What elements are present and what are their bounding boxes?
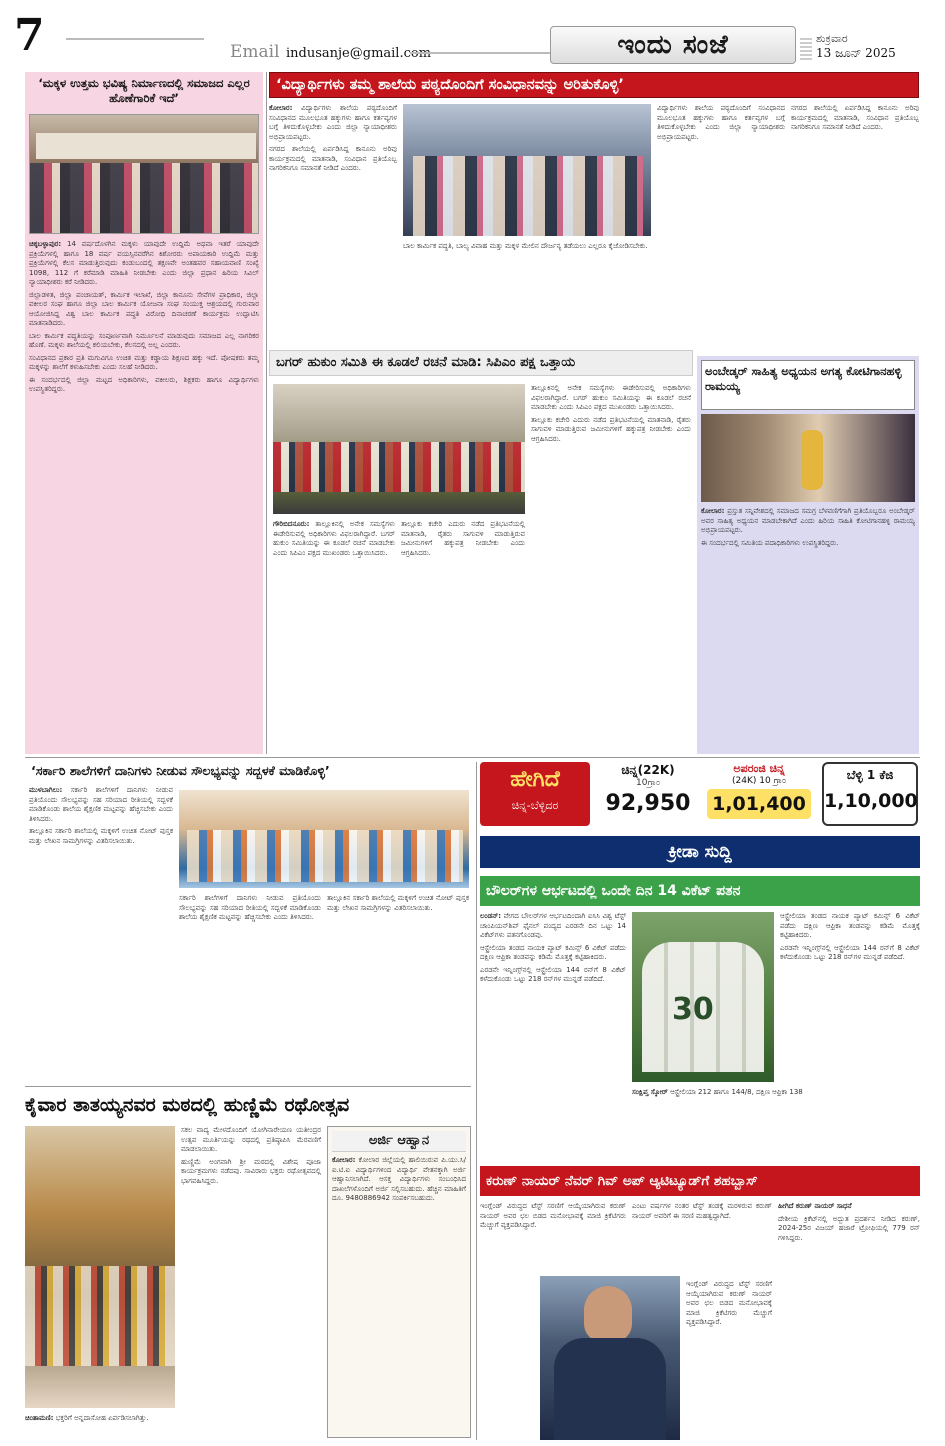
story5-para-1-cont: ಸರ್ಕಾರಿ ಶಾಲೆಗಳಿಗೆ ದಾನಿಗಳು ನೀಡುವ ಪ್ರತಿಯೊಂದು ಸೌಲಭ್ಯವನ್ನು ಸಹ ಸರಿಯಾದ ರೀತಿಯಲ್ಲಿ ಸದ್ಬಳಕೆ ಮಾಡಿಕೊಂಡು ಶಾಲೆಯ ಶೈಕ್ಷಣಿಕ ಮಟ್ಟವನ್ನು ಹೆಚ್ಚಿಸಬೇಕು ಎಂದು ತಿಳಿಸಿದರು. — [179, 894, 321, 921]
notice-body — [332, 1156, 466, 1432]
sports-para-3-cont: ಎರಡನೇ ಇನ್ನಿಂಗ್ಸ್‌ನಲ್ಲಿ ಆಸ್ಟ್ರೇಲಿಯಾ 144 ರನ್‌ಗೆ 8 ವಿಕೆಟ್ ಕಳೆದುಕೊಂಡು ಒಟ್ಟು 218 ರನ್‌ಗಳ ಮುನ್ನಡೆ ಪಡೆದಿದೆ. — [780, 943, 920, 961]
sports-dateline: ಲಂಡನ್: — [480, 912, 502, 920]
notice-dateline: ಕೋಲಾರ: — [332, 1156, 356, 1164]
protest-photo — [273, 384, 525, 514]
story4-headline: ಅಂಬೇಡ್ಕರ್ ಸಾಹಿತ್ಯ ಅಧ್ಯಯನ ಅಗತ್ಯ ಕೋಟಿಗಾನಹಳ್ಳಿ ರಾಮಯ್ಯ — [705, 364, 902, 393]
story2-col-3 — [657, 104, 785, 342]
sports-para-2: ಆಸ್ಟ್ರೇಲಿಯಾ ತಂಡದ ನಾಯಕ ಪ್ಯಾಟ್ ಕಮಿನ್ಸ್ 6 ವಿಕೆಟ್ ಪಡೆದು ದಕ್ಷಿಣ ಆಫ್ರಿಕಾ ತಂಡವನ್ನು ಕಡಿಮೆ ಮೊತ್ತಕ್ಕೆ ಕಟ್ಟಿಹಾಕಿದರು. — [480, 943, 626, 961]
story4-para-1: ಪ್ರಸ್ತುತ ಸನ್ನಿವೇಶದಲ್ಲಿ ಸಮಾಜದ ಸಮಗ್ರ ಬೆಳವಣಿಗೆಗಾಗಿ ಪ್ರತಿಯೊಬ್ಬರೂ ಅಂಬೇಡ್ಕರ್ ಅವರ ಸಾಹಿತ್ಯ ಅಧ್ಯಯನ ಮಾಡಬೇಕಾಗಿದೆ ಎಂದು ಹಿರಿಯ ಸಾಹಿತಿ ಕೋಟಿಗಾನಹಳ್ಳಿ ರಾಮಯ್ಯ ಅಭಿಪ್ರಾಯಪಟ್ಟರು. — [701, 507, 915, 534]
story1-para-4: ಸಂವಿಧಾನದ ಪ್ರಕಾರ ಪ್ರತಿ ಮಗುವಿಗೂ ಉಚಿತ ಮತ್ತು ಕಡ್ಡಾಯ ಶಿಕ್ಷಣದ ಹಕ್ಕು ಇದೆ. ಪೋಷಕರು ತಮ್ಮ ಮಕ್ಕಳನ್ನು ಶಾಲೆಗೆ ಕಳುಹಿಸಬೇಕು ಎಂದು ಸಲಹೆ ನೀಡಿದರು. — [29, 353, 259, 371]
story7-col-3 — [778, 1202, 920, 1440]
story2-col-4 — [791, 104, 919, 342]
story7-sidebar-title: ಹೀಗಿದೆ ಕರುಣ್ ನಾಯರ್ ಸಾಧನೆ — [778, 1202, 852, 1210]
story4-para-2: ಈ ಸಂದರ್ಭದಲ್ಲಿ ಸಮಿತಿಯ ಪದಾಧಿಕಾರಿಗಳು ಉಪಸ್ಥಿತರಿದ್ದರು. — [701, 538, 839, 547]
gold24-price: 1,01,400 — [707, 789, 811, 819]
silver-label: ಬೆಳ್ಳಿ 1 ಕೆಜಿ — [846, 768, 894, 782]
story1-para-3: ಬಾಲ ಕಾರ್ಮಿಕ ಪದ್ಧತಿಯನ್ನು ಸಂಪೂರ್ಣವಾಗಿ ನಿರ್ಮೂಲನೆ ಮಾಡುವುದು ಸಮಾಜದ ಎಲ್ಲ ನಾಗರಿಕರ ಹೊಣೆ. ಮಕ್ಕಳು ಶಾಲೆಯಲ್ಲಿ ಕಲಿಯಬೇಕು, ಕೆಲಸದಲ್ಲಿ ಅಲ್ಲ ಎಂದರು. — [29, 331, 259, 349]
sports-col-3 — [780, 912, 920, 1082]
story-bagar-hukum — [269, 350, 693, 754]
award-ceremony-photo — [29, 114, 259, 234]
sports-para-1: ವೇಗದ ಬೌಲರ್‌ಗಳ ಆರ್ಭಟದಿಂದಾಗಿ ಐಸಿಸಿ ವಿಶ್ವ ಟೆಸ್ಟ್ ಚಾಂಪಿಯನ್‌ಶಿಪ್ ಫೈನಲ್ ಪಂದ್ಯದ ಎರಡನೇ ದಿನ ಒಟ್ಟು 14 ವಿಕೆಟ್‌ಗಳು ಪತನಗೊಂಡವು. — [480, 912, 626, 939]
sports-col-1 — [480, 912, 626, 1158]
story2-dateline: ಕೋಲಾರ: — [269, 104, 293, 112]
story5-para-2: ತಾಲ್ಲೂಕಿನ ಸರ್ಕಾರಿ ಶಾಲೆಯಲ್ಲಿ ಮಕ್ಕಳಿಗೆ ಉಚಿತ ನೋಟ್ ಪುಸ್ತಕ ಮತ್ತು ಲೇಖನ ಸಾಮಗ್ರಿಗಳನ್ನು ವಿತರಿಸಲಾಯಿತು. — [29, 827, 173, 845]
story5-col-2 — [179, 894, 321, 1084]
karun-nair-photo — [540, 1276, 680, 1440]
horizontal-rule-lower — [25, 1086, 471, 1087]
story3-headline: ಬಗರ್ ಹುಕುಂ ಸಮಿತಿ ಈ ಕೂಡಲೆ ರಚನೆ ಮಾಡಿ: ಸಿಪಿಎಂ ಪಕ್ಷ ಒತ್ತಾಯ — [276, 355, 576, 370]
story1-para-5: ಈ ಸಂದರ್ಭದಲ್ಲಿ ಜಿಲ್ಲಾ ಮಟ್ಟದ ಅಧಿಕಾರಿಗಳು, ವಕೀಲರು, ಶಿಕ್ಷಕರು ಹಾಗೂ ವಿದ್ಯಾರ್ಥಿಗಳು ಉಪಸ್ಥಿತರಿದ್ದರು. — [29, 375, 259, 393]
email-icon — [66, 38, 204, 50]
sports-para-3: ಎರಡನೇ ಇನ್ನಿಂಗ್ಸ್‌ನಲ್ಲಿ ಆಸ್ಟ್ರೇಲಿಯಾ 144 ರನ್‌ಗೆ 8 ವಿಕೆಟ್ ಕಳೆದುಕೊಂಡು ಒಟ್ಟು 218 ರನ್‌ಗಳ ಮುನ್ನಡೆ ಪಡೆದಿದೆ. — [480, 965, 626, 983]
story5-para-2-cont: ತಾಲ್ಲೂಕಿನ ಸರ್ಕಾರಿ ಶಾಲೆಯಲ್ಲಿ ಮಕ್ಕಳಿಗೆ ಉಚಿತ ನೋಟ್ ಪುಸ್ತಕ ಮತ್ತು ಲೇಖನ ಸಾಮಗ್ರಿಗಳನ್ನು ವಿತರಿಸಲಾಯಿತು. — [327, 894, 469, 912]
horizontal-rule-mid — [25, 757, 920, 758]
silver-price: 1,10,000 — [824, 790, 918, 812]
story2-para-2-cont: ನಗರದ ಶಾಲೆಯಲ್ಲಿ ಏರ್ಪಡಿಸಿದ್ದ ಕಾನೂನು ಅರಿವು ಕಾರ್ಯಕ್ರಮದಲ್ಲಿ ಮಾತನಾಡಿ, ಸಂವಿಧಾನ ಪ್ರತಿಯೊಬ್ಬ ನಾಗರಿಕನಿಗೂ ಸಮಾನತೆ ನೀಡಿದೆ ಎಂದರು. — [791, 104, 919, 131]
story7-col-2 — [632, 1202, 772, 1274]
story3-para-2-cont: ತಾಲ್ಲೂಕು ಕಚೇರಿ ಎದುರು ನಡೆದ ಪ್ರತಿಭಟನೆಯಲ್ಲಿ ಮಾತನಾಡಿ, ರೈತರು ಸಾಗುವಳಿ ಮಾಡುತ್ತಿರುವ ಜಮೀನುಗಳಿಗೆ ಹಕ್ಕುಪತ್ರ ನೀಡಬೇಕು ಎಂದು ಆಗ್ರಹಿಸಿದರು. — [531, 415, 691, 443]
sports-section-title-bar — [480, 836, 920, 868]
gold24-box — [704, 762, 814, 826]
gold-rates-title-sub: ಚಿನ್ನ-ಬೆಳ್ಳಿದರ — [511, 799, 559, 812]
gold22-unit: 10ಗ್ರಾಂ — [636, 778, 660, 788]
story2-para-1-cont: ವಿದ್ಯಾರ್ಥಿಗಳು ಶಾಲೆಯ ಪಠ್ಯದೊಂದಿಗೆ ಸಂವಿಧಾನದ ಮೂಲಭೂತ ಹಕ್ಕುಗಳು ಹಾಗೂ ಕರ್ತವ್ಯಗಳ ಬಗ್ಗೆ ತಿಳಿದುಕೊಳ್ಳಬೇಕು ಎಂದು ಜಿಲ್ಲಾ ನ್ಯಾಯಾಧೀಶರು ಅಭಿಪ್ರಾಯಪಟ್ಟರು. — [657, 104, 785, 141]
story3-col-1 — [273, 520, 395, 752]
story-child-future — [25, 72, 263, 754]
story7-para-3: ಎಂಟು ವರ್ಷಗಳ ನಂತರ ಟೆಸ್ಟ್ ತಂಡಕ್ಕೆ ಮರಳಿರುವ ಕರುಣ್ ನಾಯರ್ ಅವರಿಗೆ ಈ ಸರಣಿ ಮಹತ್ವದ್ದಾಗಿದೆ. — [632, 1202, 772, 1220]
story7-para-1-cont: ಇಂಗ್ಲೆಂಡ್ ವಿರುದ್ಧದ ಟೆಸ್ಟ್ ಸರಣಿಗೆ ಆಯ್ಕೆಯಾಗಿರುವ ಕರುಣ್ ನಾಯರ್ ಅವರ ಛಲ ಬಿಡದ ಮನೋಭಾವಕ್ಕೆ ಮಾಜಿ ಕ್ರಿಕೆಟಿಗರು ಮೆಚ್ಚುಗೆ ವ್ಯಕ್ತಪಡಿಸಿದ್ದಾರೆ. — [686, 1280, 772, 1326]
story1-para-1: 14 ವರ್ಷದೊಳಗಿನ ಮಕ್ಕಳು ಯಾವುದೇ ಉದ್ದಿಮೆ ಅಥವಾ ಇತರೆ ಯಾವುದೇ ಪ್ರಕ್ರಿಯೆಗಳಲ್ಲಿ ಹಾಗೂ 18 ವರ್ಷ ವಯಸ್ಸಿನವರೆಗಿನ ಕಿಶೋರರು ಅಪಾಯಕಾರಿ ಉದ್ದಿಮೆ ಮತ್ತು ಪ್ರಕ್ರಿಯೆಗಳಲ್ಲಿ ಕೆಲಸ ಮಾಡುತ್ತಿರುವುದು ಕಂಡುಬಂದಲ್ಲಿ ತಕ್ಷಣವೇ ಅಂತಹವರ ಸಹಾಯವಾಣಿ ಸಂಖ್ಯೆ 1098, 112 ಗೆ ಕರೆಮಾಡಿ ಮಾಹಿತಿ ನೀಡಬೇಕು ಎಂದು ಜಿಲ್ಲಾ ಪ್ರಧಾನ ಹಿರಿಯ ಸಿವಿಲ್ ನ್ಯಾಯಾಧೀಶರು ಕರೆ ನೀಡಿದರು. — [29, 240, 259, 286]
issue-date: 13 ಜೂನ್ 2025 — [816, 46, 896, 60]
story6-body — [25, 1414, 175, 1440]
chariot-festival-photo — [25, 1126, 175, 1408]
gold22-label: ಚಿನ್ನ(22K) — [621, 763, 675, 777]
story-ambedkar — [697, 356, 919, 754]
story2-para-3: ಬಾಲ ಕಾರ್ಮಿಕ ಪದ್ಧತಿ, ಬಾಲ್ಯ ವಿವಾಹ ಮತ್ತು ಮಕ್ಕಳ ಮೇಲಿನ ದೌರ್ಜನ್ಯ ತಡೆಯಲು ಎಲ್ಲರೂ ಕೈಜೋಡಿಸಬೇಕು. — [403, 242, 648, 250]
gold22-box — [596, 762, 700, 826]
story-karun-nair — [480, 1166, 920, 1440]
story5-col-1 — [29, 786, 173, 1084]
story7-para-1: ಇಂಗ್ಲೆಂಡ್ ವಿರುದ್ಧದ ಟೆಸ್ಟ್ ಸರಣಿಗೆ ಆಯ್ಕೆಯಾಗಿರುವ ಕರುಣ್ ನಾಯರ್ ಅವರ ಛಲ ಬಿಡದ ಮನೋಭಾವಕ್ಕೆ ಮಾಜಿ ಕ್ರಿಕೆಟಿಗರು ಮೆಚ್ಚುಗೆ ವ್ಯಕ್ತಪಡಿಸಿದ್ದಾರೆ. — [480, 1202, 626, 1229]
column-rule-center — [476, 762, 477, 1440]
story4-body — [701, 507, 915, 747]
story6-para-3: ಭಕ್ತರಿಗೆ ಅನ್ನದಾಸೋಹ ಏರ್ಪಡಿಸಲಾಗಿತ್ತು. — [55, 1414, 149, 1422]
email-address[interactable]: indusanje@gmail.com — [286, 46, 432, 61]
story5-headline: ‘ಸರ್ಕಾರಿ ಶಾಲೆಗಳಿಗೆ ದಾನಿಗಳು ನೀಡುವ ಸೌಲಭ್ಯವನ್ನು ಸದ್ಬಳಕೆ ಮಾಡಿಕೊಳ್ಳಿ’ — [31, 763, 330, 778]
sports-headline-bar — [480, 876, 920, 906]
story-kaiwara — [25, 1090, 471, 1440]
silver-box — [822, 762, 918, 826]
story-constitution — [269, 72, 919, 344]
story1-headline: ‘ಮಕ್ಕಳ ಉತ್ತಮ ಭವಿಷ್ಯ ನಿರ್ಮಾಣದಲ್ಲಿ ಸಮಾಜದ ಎಲ್ಲರ ಹೊಣೆಗಾರಿಕೆ ಇದೆ’ — [38, 76, 250, 105]
sports-scoreboard-label: ಸಂಕ್ಷಿಪ್ತ ಸ್ಕೋರ್ — [632, 1088, 668, 1096]
gold24-unit: (24K) 10 ಗ್ರಾಂ — [732, 776, 786, 786]
gold22-price: 92,950 — [605, 791, 691, 816]
cricket-players-photo: 30 — [632, 912, 774, 1082]
story1-para-2: ಜಿಲ್ಲಾಡಳಿತ, ಜಿಲ್ಲಾ ಪಂಚಾಯತ್, ಕಾರ್ಮಿಕ ಇಲಾಖೆ, ಜಿಲ್ಲಾ ಕಾನೂನು ಸೇವೆಗಳ ಪ್ರಾಧಿಕಾರ, ಜಿಲ್ಲಾ ವಕೀಲರ ಸಂಘ ಹಾಗೂ ಜಿಲ್ಲಾ ಬಾಲ ಕಾರ್ಮಿಕ ಯೋಜನಾ ಸಂಘ ಸಂಯುಕ್ತ ಆಶ್ರಯದಲ್ಲಿ ಗುರುವಾರ ಆಯೋಜಿಸಿದ್ದ ವಿಶ್ವ ಬಾಲ ಕಾರ್ಮಿಕ ಪದ್ಧತಿ ವಿರೋಧಿ ದಿನಾಚರಣೆ ಕಾರ್ಯಕ್ರಮ ಉದ್ಘಾಟಿಸಿ ಮಾತನಾಡಿದರು. — [29, 290, 259, 327]
story6-col-2 — [181, 1126, 321, 1438]
story4-headline-bar — [701, 360, 915, 410]
email-label: Email — [230, 42, 280, 62]
gold24-label: ಅಪರಂಜಿ ಚಿನ್ನ — [733, 762, 785, 775]
story2-col-1 — [269, 104, 397, 342]
masthead — [0, 0, 945, 70]
students-books-photo — [179, 790, 469, 888]
story3-col-3 — [531, 384, 691, 752]
story2-headline: ‘ವಿದ್ಯಾರ್ಥಿಗಳು ತಮ್ಮ ಶಾಲೆಯ ಪಠ್ಯದೊಂದಿಗೆ ಸಂವಿಧಾನವನ್ನು ಅರಿತುಕೊಳ್ಳಿ’ — [276, 77, 624, 93]
sports-headline: ಬೌಲರ್‌ಗಳ ಆರ್ಭಟದಲ್ಲಿ ಒಂದೇ ದಿನ 14 ವಿಕೆಟ್ ಪತನ — [486, 883, 741, 899]
gold-rates-title — [480, 762, 590, 826]
gold-rates-title-main: ಹೇಗಿದೆ — [510, 767, 560, 792]
page-number: 7 — [14, 10, 45, 61]
story4-dateline: ಕೋಲಾರ: — [701, 507, 725, 515]
story-donors — [25, 762, 471, 1084]
ambedkar-event-photo — [701, 414, 915, 502]
story5-dateline: ಮುಳಬಾಗಿಲು: — [29, 786, 63, 794]
story6-dateline: ಚಿಂತಾಮಣಿ: — [25, 1414, 54, 1422]
issue-day: ಶುಕ್ರವಾರ — [816, 32, 848, 45]
story7-col-1 — [480, 1202, 626, 1282]
paper-logo — [550, 26, 796, 64]
story1-body — [29, 240, 259, 750]
story3-para-1: ತಾಲ್ಲೂಕಿನಲ್ಲಿ ಅನೇಕ ಸಮಸ್ಯೆಗಳು ಈಡೇರಿಸುವಲ್ಲಿ ಅಧಿಕಾರಿಗಳು ವಿಫಲರಾಗಿದ್ದಾರೆ. ಬಗರ್ ಹುಕುಂ ಸಮಿತಿಯನ್ನು ಈ ಕೂಡಲೆ ರಚನೆ ಮಾಡಬೇಕು ಎಂದು ಸಿಪಿಎಂ ಪಕ್ಷದ ಮುಖಂಡರು ಒತ್ತಾಯಿಸಿದರು. — [273, 520, 395, 557]
story7-headline: ಕರುಣ್ ನಾಯರ್ ನೆವರ್ ಗಿವ್ ಅಪ್ ಆ್ಯಟಿಟ್ಯೂಡ್‌ಗೆ ಶಹಬ್ಬಾಸ್ — [486, 1173, 758, 1189]
story2-headline-bar — [269, 72, 919, 98]
sports-section — [480, 836, 920, 1160]
gold-rates-strip — [480, 762, 920, 826]
sports-section-title: ಕ್ರೀಡಾ ಸುದ್ದಿ — [668, 842, 732, 862]
story7-col-2b — [686, 1280, 772, 1440]
story5-para-1: ಸರ್ಕಾರಿ ಶಾಲೆಗಳಿಗೆ ದಾನಿಗಳು ನೀಡುವ ಪ್ರತಿಯೊಂದು ಸೌಲಭ್ಯವನ್ನು ಸಹ ಸರಿಯಾದ ರೀತಿಯಲ್ಲಿ ಸದ್ಬಳಕೆ ಮಾಡಿಕೊಂಡು ಶಾಲೆಯ ಶೈಕ್ಷಣಿಕ ಮಟ್ಟವನ್ನು ಹೆಚ್ಚಿಸಬೇಕು ಎಂದು ತಿಳಿಸಿದರು. — [29, 786, 173, 823]
paper-name: ಇಂದು ಸಂಜೆ — [617, 30, 729, 60]
story1-dateline: ಚಿಕ್ಕಬಳ್ಳಾಪುರ: — [29, 240, 62, 248]
story3-col-2 — [401, 520, 525, 752]
school-event-photo — [403, 104, 651, 236]
story3-dateline: ಗೌರಿಬಿದನೂರು: — [273, 520, 310, 528]
story5-col-3 — [327, 894, 469, 1084]
story7-para-2: ದೇಶೀಯ ಕ್ರಿಕೆಟ್‌ನಲ್ಲಿ ಅದ್ಭುತ ಪ್ರದರ್ಶನ ನೀಡಿದ ಕರುಣ್, 2024-25ರ ವಿಜಯ್ ಹಜಾರೆ ಟ್ರೋಫಿಯಲ್ಲಿ 779 ರನ್ ಗಳಿಸಿದ್ದರು. — [778, 1214, 920, 1242]
notice-text: ಕೋಲಾರ ಜಿಲ್ಲೆಯಲ್ಲಿ ಹಾಲಿಯಿರುವ ಪಿ.ಯು.ಸಿ/ಐ.ಟಿ.ಐ ವಿದ್ಯಾರ್ಥಿಗಳಿಂದ ವಿದ್ಯಾರ್ಥಿ ವೇತನಕ್ಕಾಗಿ ಅರ್ಜಿ ಆಹ್ವಾನಿಸಲಾಗಿದೆ. ಆಸಕ್ತ ವಿದ್ಯಾರ್ಥಿಗಳು ಸಂಬಂಧಿಸಿದ ದಾಖಲೆಗಳೊಂದಿಗೆ ಅರ್ಜಿ ಸಲ್ಲಿಸಬಹುದು. ಹೆಚ್ಚಿನ ಮಾಹಿತಿಗೆ ದೂ. 9480886942 ಸಂಪರ್ಕಿಸಬಹುದು. — [332, 1156, 466, 1202]
masthead-date-rule — [800, 38, 812, 60]
story2-para-1: ವಿದ್ಯಾರ್ಥಿಗಳು ಶಾಲೆಯ ಪಠ್ಯದೊಂದಿಗೆ ಸಂವಿಧಾನದ ಮೂಲಭೂತ ಹಕ್ಕುಗಳು ಹಾಗೂ ಕರ್ತವ್ಯಗಳ ಬಗ್ಗೆ ತಿಳಿದುಕೊಳ್ಳಬೇಕು ಎಂದು ಜಿಲ್ಲಾ ನ್ಯಾಯಾಧೀಶರು ಅಭಿಪ್ರಾಯಪಟ್ಟರು. — [269, 104, 397, 141]
sports-score: ಆಸ್ಟ್ರೇಲಿಯಾ 212 ಹಾಗೂ 144/8, ದಕ್ಷಿಣ ಆಫ್ರಿಕಾ 138 — [670, 1088, 803, 1096]
sports-col-2 — [632, 1088, 920, 1158]
story2-para-2: ನಗರದ ಶಾಲೆಯಲ್ಲಿ ಏರ್ಪಡಿಸಿದ್ದ ಕಾನೂನು ಅರಿವು ಕಾರ್ಯಕ್ರಮದಲ್ಲಿ ಮಾತನಾಡಿ, ಸಂವಿಧಾನ ಪ್ರತಿಯೊಬ್ಬ ನಾಗರಿಕನಿಗೂ ಸಮಾನತೆ ನೀಡಿದೆ ಎಂದರು. — [269, 145, 397, 172]
story6-para-1: ಸಕಲ ವಾದ್ಯ ಮೇಳದೊಂದಿಗೆ ಯೋಗಿನಾರೇಯಣ ಯತೀಂದ್ರರ ಉತ್ಸವ ಮೂರ್ತಿಯನ್ನು ರಥದಲ್ಲಿ ಪ್ರತಿಷ್ಠಾಪಿಸಿ ಮೆರವಣಿಗೆ ಮಾಡಲಾಯಿತು. — [181, 1126, 321, 1153]
story3-para-2: ತಾಲ್ಲೂಕು ಕಚೇರಿ ಎದುರು ನಡೆದ ಪ್ರತಿಭಟನೆಯಲ್ಲಿ ಮಾತನಾಡಿ, ರೈತರು ಸಾಗುವಳಿ ಮಾಡುತ್ತಿರುವ ಜಮೀನುಗಳಿಗೆ ಹಕ್ಕುಪತ್ರ ನೀಡಬೇಕು ಎಂದು ಆಗ್ರಹಿಸಿದರು. — [401, 520, 525, 557]
sports-para-2-cont: ಆಸ್ಟ್ರೇಲಿಯಾ ತಂಡದ ನಾಯಕ ಪ್ಯಾಟ್ ಕಮಿನ್ಸ್ 6 ವಿಕೆಟ್ ಪಡೆದು ದಕ್ಷಿಣ ಆಫ್ರಿಕಾ ತಂಡವನ್ನು ಕಡಿಮೆ ಮೊತ್ತಕ್ಕೆ ಕಟ್ಟಿಹಾಕಿದರು. — [780, 912, 920, 939]
story3-para-1-cont: ತಾಲ್ಲೂಕಿನಲ್ಲಿ ಅನೇಕ ಸಮಸ್ಯೆಗಳು ಈಡೇರಿಸುವಲ್ಲಿ ಅಧಿಕಾರಿಗಳು ವಿಫಲರಾಗಿದ್ದಾರೆ. ಬಗರ್ ಹುಕುಂ ಸಮಿತಿಯನ್ನು ಈ ಕೂಡಲೆ ರಚನೆ ಮಾಡಬೇಕು ಎಂದು ಸಿಪಿಎಂ ಪಕ್ಷದ ಮುಖಂಡರು ಒತ್ತಾಯಿಸಿದರು. — [531, 384, 691, 411]
notice-box — [327, 1126, 471, 1438]
story3-headline-bar — [269, 350, 693, 376]
story6-para-2: ಹುಣ್ಣಿಮೆ ಅಂಗವಾಗಿ ಶ್ರೀ ಮಠದಲ್ಲಿ ವಿಶೇಷ ಪೂಜಾ ಕಾರ್ಯಕ್ರಮಗಳು ನಡೆದವು. ಸಾವಿರಾರು ಭಕ್ತರು ರಥೋತ್ಸವದಲ್ಲಿ ಭಾಗವಹಿಸಿದ್ದರು. — [181, 1157, 321, 1185]
story2-col-2 — [403, 242, 651, 342]
story6-headline: ಕೈವಾರ ತಾತಯ್ಯನವರ ಮಠದಲ್ಲಿ ಹುಣ್ಣಿಮೆ ರಥೋತ್ಸವ — [25, 1094, 350, 1116]
masthead-line — [410, 52, 550, 54]
story7-headline-bar — [480, 1166, 920, 1196]
column-rule-left — [266, 72, 267, 754]
notice-title: ಅರ್ಜಿ ಆಹ್ವಾನ — [368, 1133, 430, 1148]
notice-title-bar — [332, 1131, 466, 1152]
